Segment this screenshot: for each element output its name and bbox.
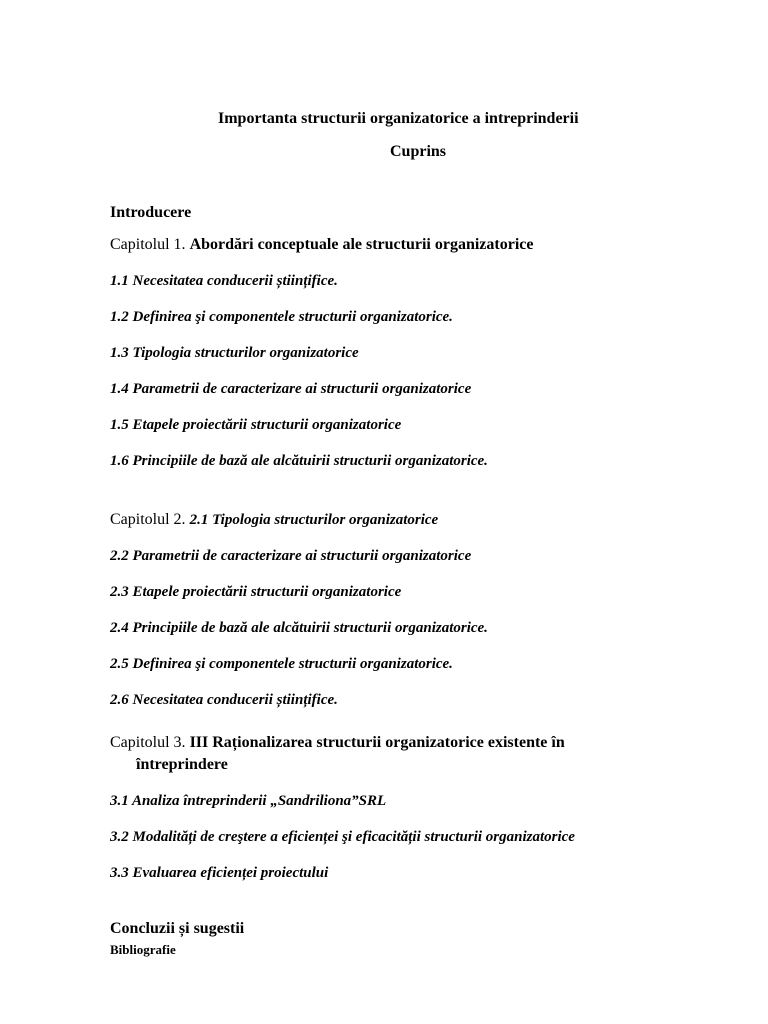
document-subtitle: Cuprins <box>390 143 447 160</box>
chapter3-title-line1: III Raționalizarea structurii organizatorice existente în <box>189 734 565 751</box>
chapter1-prefix: Capitolul 1. <box>110 236 190 253</box>
toc-item: 1.6 Principiile de bază ale alcătuirii structurii organizatorice. <box>110 453 488 469</box>
chapter3-heading <box>110 734 565 752</box>
chapter2-prefix: Capitolul 2. <box>110 511 190 528</box>
toc-item: 1.2 Definirea şi componentele structurii organizatorice. <box>110 309 453 325</box>
chapter2-first-section: 2.1 Tipologia structurilor organizatorice <box>189 512 439 528</box>
chapter3-prefix: Capitolul 3. <box>110 734 190 751</box>
toc-item: 1.3 Tipologia structurilor organizatorice <box>110 345 359 361</box>
chapter2-heading <box>110 511 438 529</box>
toc-item: 2.3 Etapele proiectării structurii organizatorice <box>110 584 402 600</box>
toc-item: 3.2 Modalități de creştere a eficienței şi eficacității structurii organizatorice <box>110 829 575 845</box>
toc-item: 1.1 Necesitatea conducerii științifice. <box>110 273 338 289</box>
chapter1-title: Abordări conceptuale ale structurii organizatorice <box>189 236 534 253</box>
chapter3-title-line2: întreprindere <box>136 756 228 773</box>
toc-item: 3.3 Evaluarea eficienței proiectului <box>110 865 329 881</box>
toc-item: 2.2 Parametrii de caracterizare ai structurii organizatorice <box>110 548 472 564</box>
introduction-heading: Introducere <box>110 204 192 221</box>
toc-item: 2.5 Definirea şi componentele structurii organizatorice. <box>110 656 453 672</box>
toc-item: 2.4 Principiile de bază ale alcătuirii structurii organizatorice. <box>110 620 488 636</box>
chapter1-heading <box>110 236 533 254</box>
toc-item: 3.1 Analiza întreprinderii „Sandriliona”SRL <box>110 793 387 809</box>
toc-item: 2.6 Necesitatea conducerii științifice. <box>110 692 338 708</box>
toc-item: 1.4 Parametrii de caracterizare ai structurii organizatorice <box>110 381 472 397</box>
bibliography-heading: Bibliografie <box>110 942 176 957</box>
document-title: Importanta structurii organizatorice a intreprinderii <box>218 110 579 127</box>
toc-item: 1.5 Etapele proiectării structurii organizatorice <box>110 417 402 433</box>
conclusions-heading: Concluzii și sugestii <box>110 920 245 937</box>
